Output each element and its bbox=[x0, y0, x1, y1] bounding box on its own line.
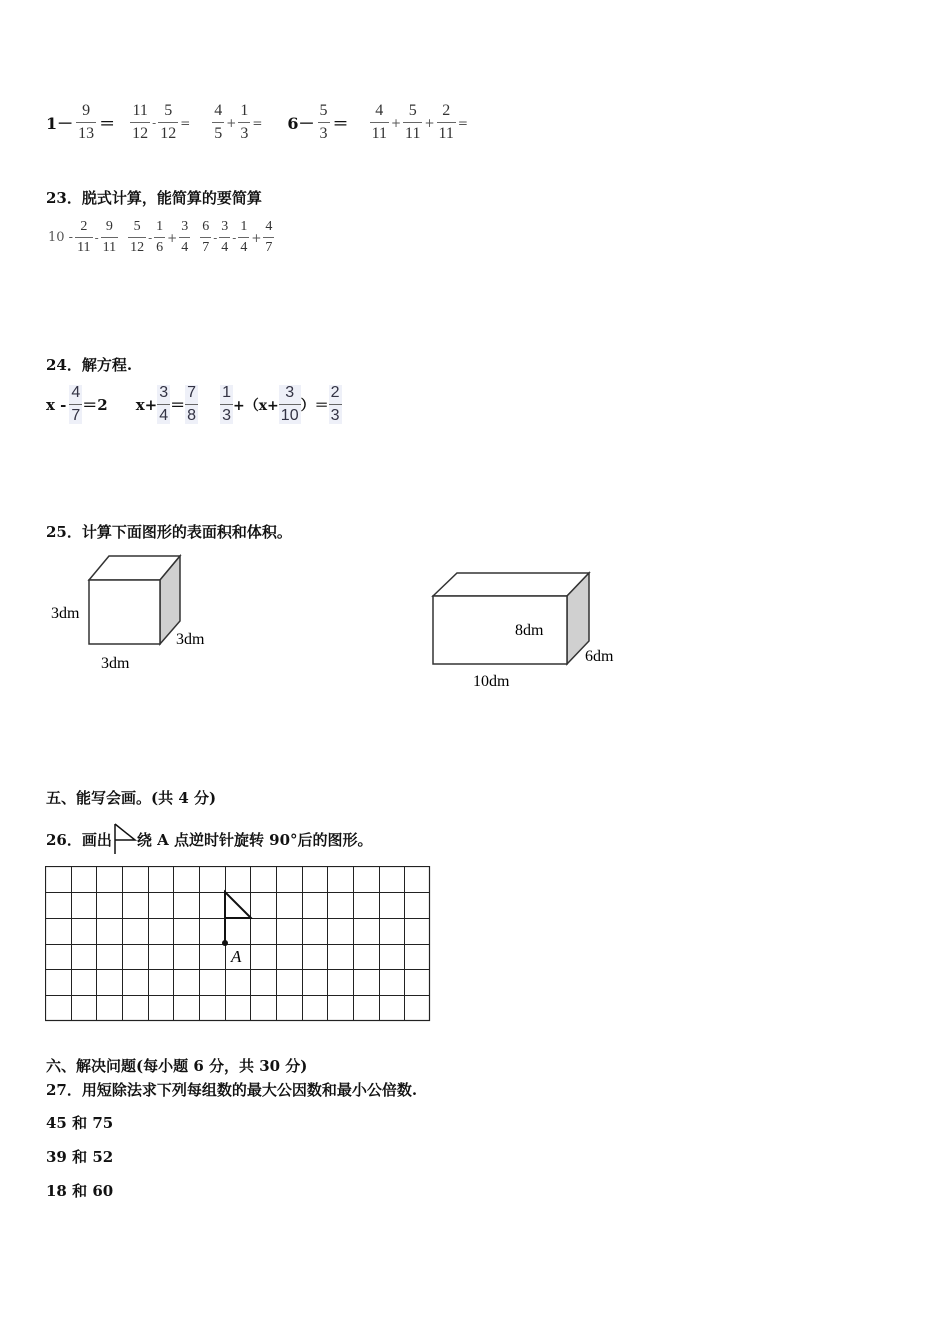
q26-line bbox=[46, 822, 373, 856]
cube-front-face bbox=[89, 580, 160, 644]
cube-right-label: 3dm bbox=[176, 631, 205, 648]
fraction: $\frac{4}{11}$ bbox=[371, 102, 387, 142]
fraction: $\frac{4}{5}$ bbox=[214, 102, 223, 142]
cuboid-front-face bbox=[433, 596, 567, 664]
q23-title: 23．脱式计算，能简算的要简算 bbox=[46, 189, 262, 207]
q22-e1-lead: 1－ bbox=[46, 114, 74, 133]
cuboid-figure bbox=[425, 566, 635, 696]
fraction: $\frac{9}{11}$ bbox=[102, 219, 117, 255]
cube-figure bbox=[40, 548, 240, 678]
fraction: $\frac{9}{13}$ bbox=[78, 102, 95, 142]
fraction: $\frac{1}{6}$ bbox=[156, 219, 164, 255]
fraction: $\frac{7}{8}$ bbox=[187, 384, 197, 424]
grid-lines bbox=[45, 866, 430, 1021]
equals-sign: ＝ bbox=[99, 114, 116, 133]
fraction: $\frac{3}{10}$ bbox=[280, 384, 299, 424]
fraction: $\frac{3}{4}$ bbox=[221, 219, 229, 255]
fraction: $\frac{1}{4}$ bbox=[240, 219, 248, 255]
section6-title: 六、解决问题(每小题 6 分，共 30 分) bbox=[46, 1057, 308, 1075]
fraction: $\frac{4}{7}$ bbox=[71, 384, 81, 424]
q23-row: 10 - $\frac{2}{11}$ - $\frac{9}{11}$ $\frac{5}{12}$ - $\frac{1}{6}$ + $\frac{3}{4}$ $\frac{6}{7}$ - $\frac{3}{4}$ - $\frac{1}{4}$ + $\frac{4}{7}$ bbox=[48, 219, 273, 255]
drawing-grid[interactable] bbox=[45, 866, 433, 1024]
q27-item: 18 和 60 bbox=[46, 1182, 114, 1200]
q27-item: 45 和 75 bbox=[46, 1114, 114, 1132]
fraction: $\frac{5}{3}$ bbox=[319, 102, 328, 142]
fraction: $\frac{2}{11}$ bbox=[77, 219, 91, 255]
q26-suffix: 绕 A 点逆时针旋转 90°后的图形。 bbox=[136, 830, 373, 849]
fraction: $\frac{5}{12}$ bbox=[160, 102, 177, 142]
fraction: $\frac{1}{3}$ bbox=[240, 102, 249, 142]
fraction: $\frac{4}{7}$ bbox=[265, 219, 273, 255]
q24-row: x - $\frac{4}{7}$ ＝2 x+ $\frac{3}{4}$ ＝ $\frac{7}{8}$ $\frac{1}{3}$ +（x+ $\frac{3}{10}$ ）＝ $\frac{2}{3}$ bbox=[46, 384, 340, 424]
section5-title: 五、能写会画。(共 4 分) bbox=[46, 789, 217, 807]
flag-figure bbox=[225, 892, 251, 943]
q22-row: 1－ $\frac{9}{13}$ ＝ $\frac{11}{12}$ - $\frac{5}{12}$ = $\frac{4}{5}$ + $\frac{1}{3}$ = 6－ $\frac{5}{3}$ ＝ $\frac{4}{11}$ + $\frac{5}{11}$ + $\frac{2}{11}$ = bbox=[46, 102, 468, 142]
cube-left-label: 3dm bbox=[51, 605, 80, 622]
flag-shape-icon bbox=[113, 822, 137, 856]
fraction: $\frac{3}{4}$ bbox=[181, 219, 189, 255]
grid-border bbox=[46, 867, 430, 1021]
cuboid-depth-label: 6dm bbox=[585, 648, 614, 665]
point-a-dot bbox=[222, 940, 228, 946]
fraction: $\frac{2}{3}$ bbox=[330, 384, 340, 424]
q27-title: 27．用短除法求下列每组数的最大公因数和最小公倍数. bbox=[46, 1081, 418, 1099]
fraction: $\frac{5}{12}$ bbox=[130, 219, 145, 255]
fraction: $\frac{6}{7}$ bbox=[202, 219, 210, 255]
fraction: $\frac{3}{4}$ bbox=[159, 384, 169, 424]
fraction: $\frac{1}{3}$ bbox=[222, 384, 231, 424]
cuboid-top-face bbox=[433, 573, 589, 596]
q24-title: 24．解方程. bbox=[46, 356, 133, 374]
q27-item: 39 和 52 bbox=[46, 1148, 114, 1166]
cuboid-length-label: 10dm bbox=[473, 673, 510, 690]
fraction: $\frac{2}{11}$ bbox=[438, 102, 454, 142]
q26-prefix: 26．画出 bbox=[46, 830, 112, 849]
cube-bottom-label: 3dm bbox=[101, 655, 130, 672]
q25-title: 25．计算下面图形的表面积和体积。 bbox=[46, 523, 292, 541]
fraction: $\frac{5}{11}$ bbox=[405, 102, 421, 142]
point-a-label: A bbox=[231, 947, 242, 966]
q22-e4-lead: 6－ bbox=[287, 114, 315, 133]
cuboid-height-label: 8dm bbox=[515, 622, 544, 639]
fraction: $\frac{11}{12}$ bbox=[132, 102, 149, 142]
